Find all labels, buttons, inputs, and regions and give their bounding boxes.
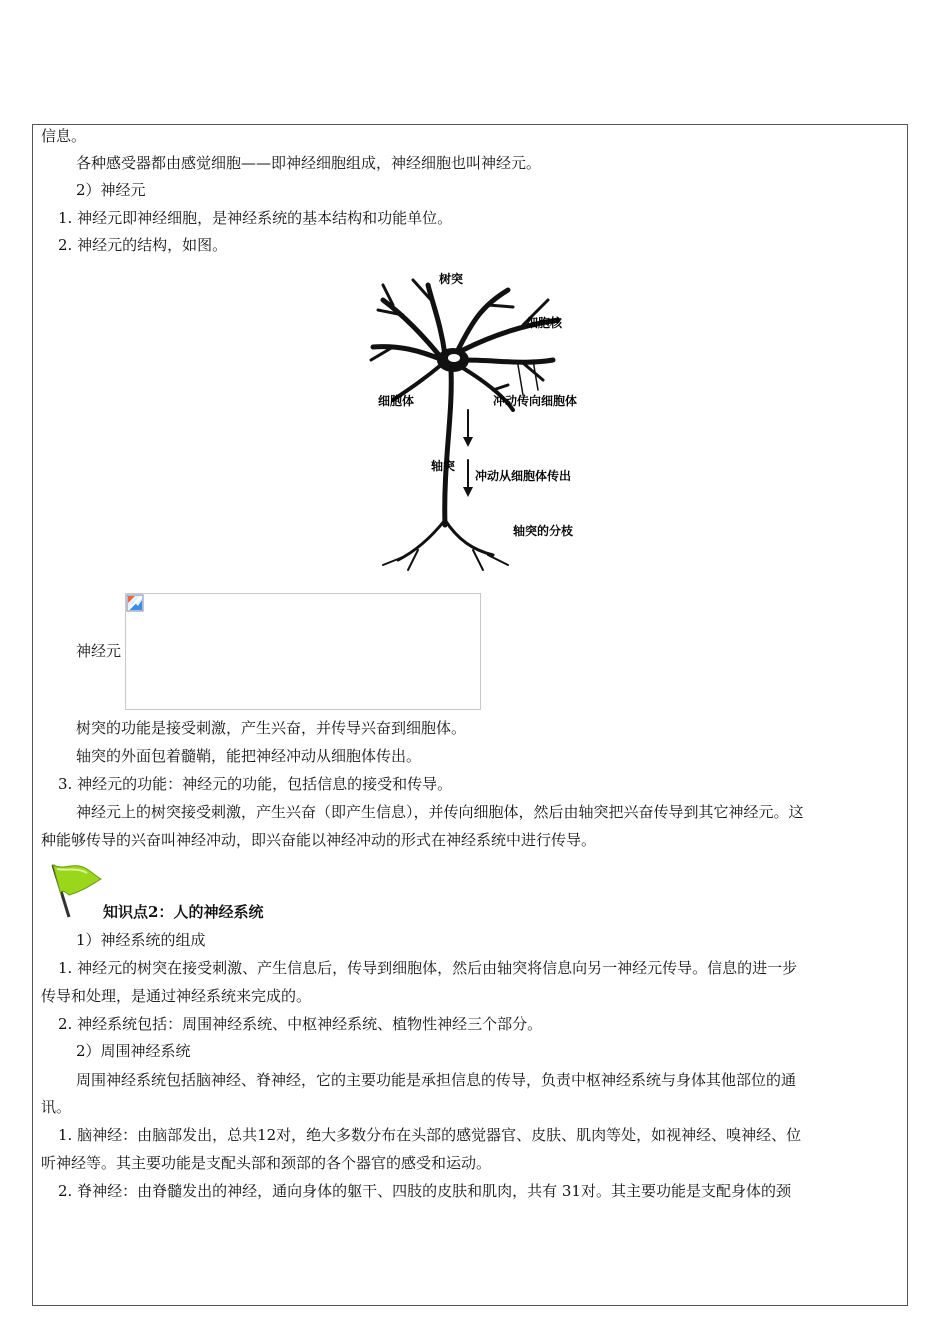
list-item: 1. 神经元的树突在接受刺激、产生信息后，传导到细胞体，然后由轴突将信息向另一神经元传导。信息的进一步 bbox=[58, 959, 798, 977]
text-line: 种能够传导的兴奋叫神经冲动，即兴奋能以神经冲动的形式在神经系统中进行传导。 bbox=[41, 831, 597, 849]
neuron-diagram bbox=[363, 265, 593, 585]
text-line: 讯。 bbox=[41, 1098, 72, 1116]
text-line: 各种感受器都由感觉细胞——即神经细胞组成，神经细胞也叫神经元。 bbox=[76, 154, 542, 172]
text-line: 树突的功能是接受刺激，产生兴奋，并传导兴奋到细胞体。 bbox=[76, 719, 467, 737]
list-item: 2. 神经系统包括：周围神经系统、中枢神经系统、植物性神经三个部分。 bbox=[58, 1015, 543, 1033]
text-line: 神经元上的树突接受刺激，产生兴奋（即产生信息），并传向细胞体，然后由轴突把兴奋传导到其它神经元。这 bbox=[76, 803, 804, 821]
content-frame bbox=[32, 124, 908, 1306]
label-soma: 细胞体 bbox=[378, 394, 415, 408]
label-dendrite: 树突 bbox=[439, 272, 464, 286]
label-axon-branch: 轴突的分枝 bbox=[513, 524, 574, 538]
section-heading: 2）周围神经系统 bbox=[76, 1042, 191, 1060]
section-heading: 1）神经系统的组成 bbox=[76, 931, 206, 949]
knowledge-point-title: 知识点2：人的神经系统 bbox=[103, 903, 264, 921]
text-line: 轴突的外面包着髓鞘，能把神经冲动从细胞体传出。 bbox=[76, 747, 422, 765]
section-heading: 2）神经元 bbox=[76, 181, 146, 199]
list-item: 1. 神经元即神经细胞，是神经系统的基本结构和功能单位。 bbox=[58, 209, 453, 227]
list-item: 3. 神经元的功能：神经元的功能，包括信息的接受和传导。 bbox=[58, 775, 453, 793]
broken-image-icon bbox=[126, 594, 144, 612]
image-caption: 神经元 bbox=[76, 642, 122, 660]
label-axon: 轴突 bbox=[431, 459, 456, 473]
list-item: 2. 脊神经：由脊髓发出的神经，通向身体的躯干、四肢的皮肤和肌肉，共有 31对。其主要功能是支配身体的颈 bbox=[58, 1182, 791, 1200]
list-item: 1. 脑神经：由脑部发出，总共12对，绝大多数分布在头部的感觉器官、皮肤、肌肉等处，如视神经、嗅神经、位 bbox=[58, 1126, 802, 1144]
text-line: 听神经等。其主要功能是支配头部和颈部的各个器官的感受和运动。 bbox=[41, 1154, 492, 1172]
green-flag-icon bbox=[47, 861, 103, 919]
text-line: 周围神经系统包括脑神经、脊神经，它的主要功能是承担信息的传导，负责中枢神经系统与身体其他部位的通 bbox=[76, 1071, 797, 1089]
text-line: 信息。 bbox=[41, 127, 87, 145]
list-item: 2. 神经元的结构，如图。 bbox=[58, 236, 228, 254]
label-impulse-in: 冲动传向细胞体 bbox=[493, 394, 578, 408]
label-nucleus: 细胞核 bbox=[526, 316, 563, 330]
text-line: 传导和处理，是通过神经系统来完成的。 bbox=[41, 987, 312, 1005]
label-impulse-out: 冲动从细胞体传出 bbox=[475, 469, 572, 483]
image-placeholder bbox=[125, 593, 481, 710]
